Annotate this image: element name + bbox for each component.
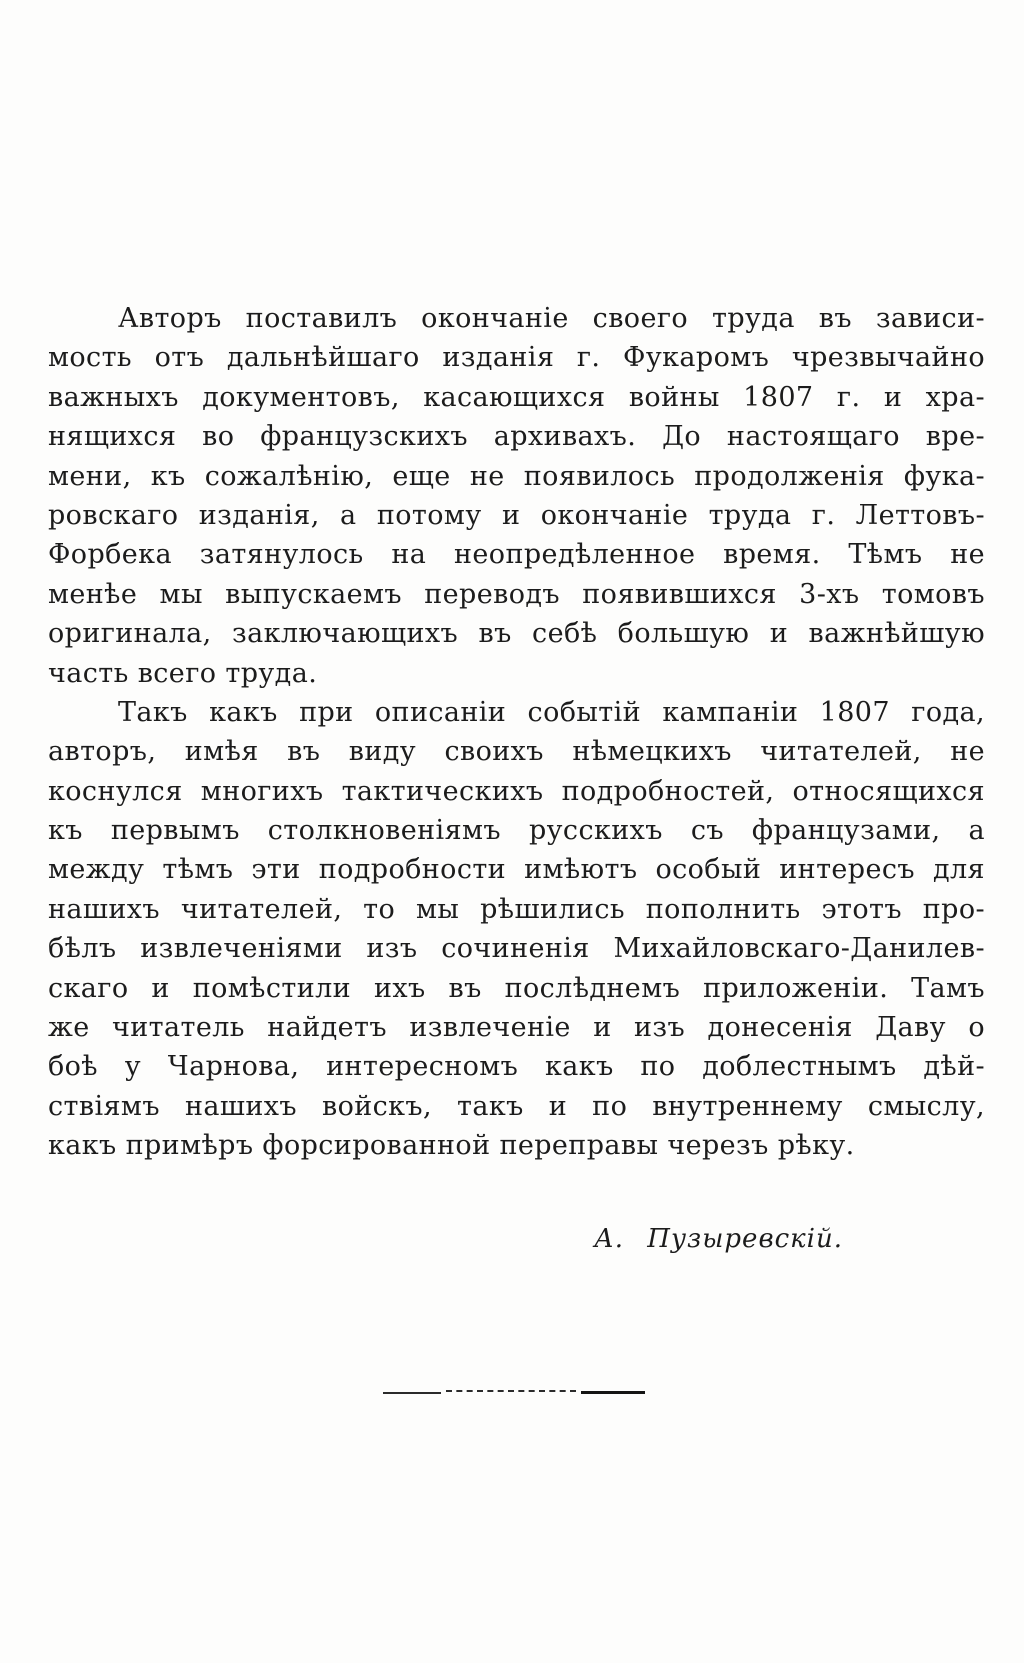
- text-line: Авторъ поставилъ окончаніе своего труда въ зависи-: [118, 303, 985, 334]
- text-line: же читатель найдетъ извлеченіе и изъ донесенія Даву о: [48, 1012, 985, 1044]
- end-divider-rule: [383, 1388, 649, 1396]
- text-line: Такъ какъ при описаніи событій кампаніи 1807 года,: [118, 696, 985, 728]
- text-line: нашихъ читателей, то мы рѣшились пополнить этотъ про-: [48, 893, 985, 925]
- text-line: между тѣмъ эти подробности имѣютъ особый интересъ для: [48, 854, 985, 886]
- text-line: менѣе мы выпускаемъ переводъ появившихся 3-хъ томовъ: [48, 578, 985, 610]
- paragraph: [48, 693, 985, 1166]
- text-line: важныхъ документовъ, касающихся войны 1807 г. и хра-: [48, 381, 985, 413]
- divider-segment-right: [581, 1391, 645, 1394]
- paragraph: [48, 299, 985, 693]
- text-line: нящихся во французскихъ архивахъ. До настоящаго вре-: [48, 421, 985, 453]
- text-line: оригинала, заключающихъ въ себѣ большую и важнѣйшую: [48, 618, 985, 650]
- text-line: ствіямъ нашихъ войскъ, такъ и по внутреннему смыслу,: [48, 1090, 985, 1122]
- text-line: авторъ, имѣя въ виду своихъ нѣмецкихъ читателей, не: [48, 736, 985, 768]
- divider-segment-left: [383, 1392, 441, 1394]
- text-line: мость отъ дальнѣйшаго изданія г. Фукаромъ чрезвычайно: [48, 342, 985, 374]
- text-line: Форбека затянулось на неопредѣленное время. Тѣмъ не: [48, 539, 985, 571]
- author-signature: А. Пузыревскій.: [594, 1224, 843, 1254]
- text-line: часть всего труда.: [48, 657, 318, 689]
- text-line: коснулся многихъ тактическихъ подробностей, относящихся: [48, 775, 985, 807]
- divider-segment-middle: [446, 1390, 576, 1392]
- text-line: бѣлъ извлеченіями изъ сочиненія Михайловскаго-Данилев-: [48, 933, 985, 965]
- text-line: скаго и помѣстили ихъ въ послѣднемъ приложеніи. Тамъ: [48, 972, 985, 1004]
- text-line: боѣ у Чарнова, интересномъ какъ по доблестнымъ дѣй-: [48, 1051, 985, 1083]
- text-line: къ первымъ столкновеніямъ русскихъ съ французами, а: [48, 815, 985, 847]
- text-line: какъ примѣръ форсированной переправы черезъ рѣку.: [48, 1130, 855, 1162]
- text-line: мени, къ сожалѣнію, еще не появилось продолженія фука-: [48, 460, 985, 492]
- page-text-block: [48, 299, 985, 1166]
- text-line: ровскаго изданія, а потому и окончаніе труда г. Леттовъ-: [48, 499, 985, 531]
